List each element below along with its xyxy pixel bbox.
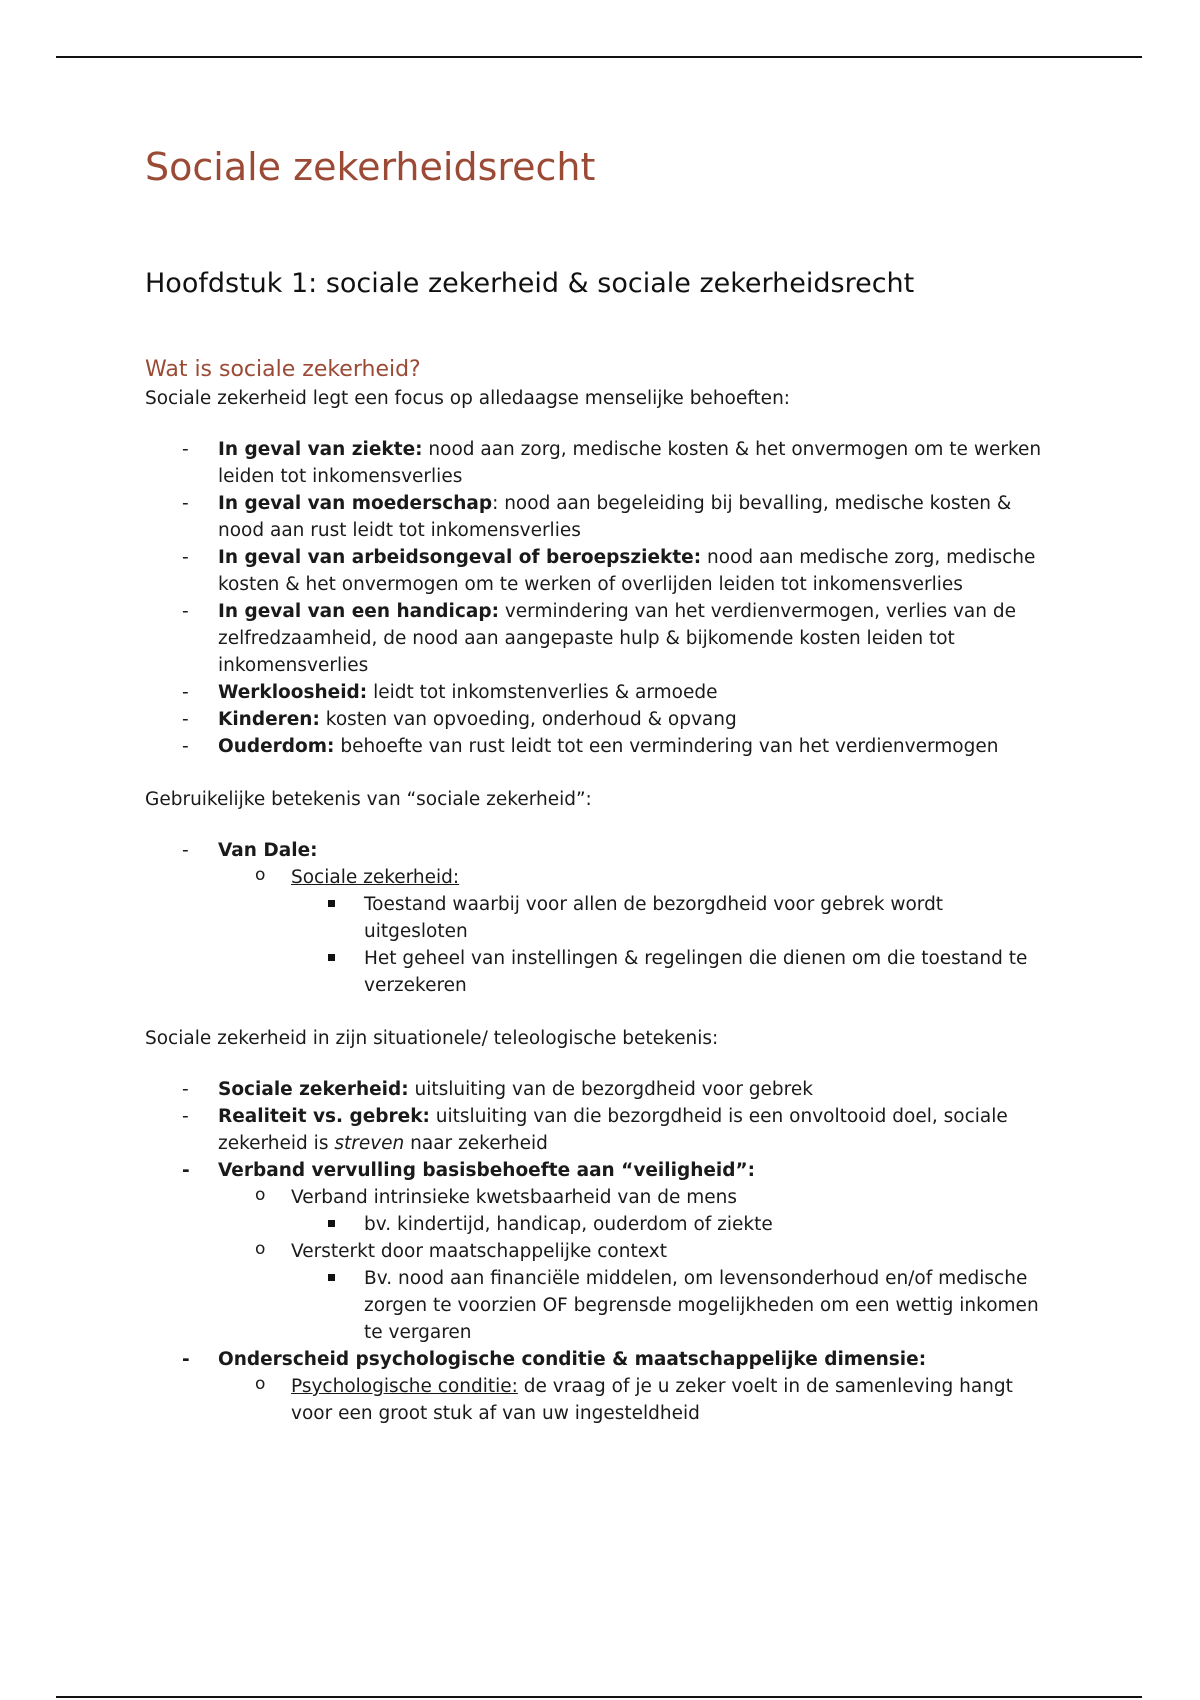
item-label: Werkloosheid: bbox=[218, 682, 368, 703]
item-text: nood aan zorg, medische kosten & het onvermogen om te werken leiden tot inkomensverlies bbox=[218, 439, 1042, 487]
circle-bullet: o bbox=[255, 1374, 266, 1394]
dash-bullet: - bbox=[182, 1160, 190, 1181]
dash-bullet: - bbox=[182, 601, 189, 622]
definition-list bbox=[291, 891, 1045, 999]
item-text: kosten van opvoeding, onderhoud & opvang bbox=[319, 709, 737, 730]
item-emphasis: streven bbox=[334, 1133, 405, 1154]
document-page bbox=[145, 130, 1045, 1427]
item-label: In geval van ziekte: bbox=[218, 439, 423, 460]
sublist bbox=[218, 864, 1045, 999]
footer-rule bbox=[56, 1696, 1142, 1698]
example-text: Bv. nood aan financiële middelen, om levensonderhoud en/of medische zorgen te voorzien OF begrensde mogelijkheden om een wettig inkomen te vergaren bbox=[364, 1268, 1039, 1343]
dash-bullet: - bbox=[182, 439, 189, 460]
item-text: uitsluiting van die bezorgdheid is een onvoltooid doel, sociale zekerheid is bbox=[218, 1106, 1008, 1154]
item-text: naar zekerheid bbox=[404, 1133, 548, 1154]
chapter-heading: Hoofdstuk 1: sociale zekerheid & sociale zekerheidsrecht bbox=[145, 268, 915, 299]
item-label: Van Dale: bbox=[218, 840, 318, 861]
circle-bullet: o bbox=[255, 1239, 266, 1259]
square-bullet bbox=[328, 945, 335, 972]
dash-bullet: - bbox=[182, 682, 189, 703]
needs-list bbox=[145, 436, 1045, 760]
item-text: : nood aan begeleiding bij bevalling, medische kosten & nood aan rust leidt tot inkomensverlies bbox=[218, 493, 1012, 541]
list-item bbox=[145, 598, 1045, 679]
item-text: vermindering van het verdienvermogen, verlies van de zelfredzaamheid, de nood aan aangepaste hulp & bijkomende kosten leiden tot inkomensverlies bbox=[218, 601, 1016, 676]
sublist-text: de vraag of je u zeker voelt in de samenleving hangt voor een groot stuk af van uw ingesteldheid bbox=[291, 1376, 1013, 1424]
list-item bbox=[145, 679, 1045, 706]
definition-text: Toestand waarbij voor allen de bezorgdheid voor gebrek wordt uitgesloten bbox=[364, 894, 944, 942]
item-label: In geval van moederschap bbox=[218, 493, 493, 514]
sublist-item bbox=[218, 1373, 1045, 1427]
list-item bbox=[145, 1103, 1045, 1157]
example-list bbox=[291, 1211, 1045, 1238]
dash-bullet: - bbox=[182, 1349, 190, 1370]
item-label: Ouderdom: bbox=[218, 736, 335, 757]
list-item bbox=[145, 1346, 1045, 1427]
item-text: uitsluiting van de bezorgdheid voor gebrek bbox=[408, 1079, 813, 1100]
list-item bbox=[145, 1157, 1045, 1346]
list-item bbox=[145, 490, 1045, 544]
sublist-item bbox=[218, 864, 1045, 999]
meaning-intro: Gebruikelijke betekenis van “sociale zekerheid”: bbox=[145, 789, 592, 810]
item-label: In geval van een handicap: bbox=[218, 601, 499, 622]
item-label: Onderscheid psychologische conditie & maatschappelijke dimensie: bbox=[218, 1349, 927, 1370]
list-item bbox=[145, 706, 1045, 733]
vandale-list bbox=[145, 837, 1045, 999]
item-text: nood aan medische zorg, medische kosten & het onvermogen om te werken of overlijden leiden tot inkomensverlies bbox=[218, 547, 1036, 595]
dash-bullet: - bbox=[182, 736, 189, 757]
example-item bbox=[291, 1265, 1045, 1346]
circle-bullet: o bbox=[255, 1185, 266, 1205]
square-bullet bbox=[328, 1211, 335, 1238]
header-rule bbox=[56, 56, 1142, 58]
sublist bbox=[218, 1373, 1045, 1427]
item-label: Sociale zekerheid: bbox=[218, 1079, 409, 1100]
list-item bbox=[145, 544, 1045, 598]
sublist-item bbox=[218, 1238, 1045, 1346]
item-text: leidt tot inkomstenverlies & armoede bbox=[367, 682, 718, 703]
sublist-term: Psychologische conditie: bbox=[291, 1376, 518, 1397]
definition-term: Sociale zekerheid: bbox=[291, 867, 460, 888]
definition-item bbox=[291, 891, 1045, 945]
section-heading: Wat is sociale zekerheid? bbox=[145, 357, 421, 382]
example-list bbox=[291, 1265, 1045, 1346]
dash-bullet: - bbox=[182, 547, 189, 568]
list-item bbox=[145, 733, 1045, 760]
intro-paragraph: Sociale zekerheid legt een focus op alledaagse menselijke behoeften: bbox=[145, 388, 791, 409]
item-text: behoefte van rust leidt tot een vermindering van het verdienvermogen bbox=[334, 736, 999, 757]
sublist bbox=[218, 1184, 1045, 1346]
situational-list bbox=[145, 1076, 1045, 1427]
circle-bullet: o bbox=[255, 865, 266, 885]
list-item bbox=[145, 1076, 1045, 1103]
example-item bbox=[291, 1211, 1045, 1238]
item-label: Verband vervulling basisbehoefte aan “veiligheid”: bbox=[218, 1160, 756, 1181]
list-item bbox=[145, 837, 1045, 999]
sublist-text: Versterkt door maatschappelijke context bbox=[291, 1241, 667, 1262]
sublist-text: Verband intrinsieke kwetsbaarheid van de mens bbox=[291, 1187, 738, 1208]
situational-intro: Sociale zekerheid in zijn situationele/ teleologische betekenis: bbox=[145, 1028, 719, 1049]
sublist-item bbox=[218, 1184, 1045, 1238]
dash-bullet: - bbox=[182, 1106, 189, 1127]
definition-item bbox=[291, 945, 1045, 999]
dash-bullet: - bbox=[182, 1079, 189, 1100]
item-label: Realiteit vs. gebrek: bbox=[218, 1106, 430, 1127]
item-label: In geval van arbeidsongeval of beroepsziekte: bbox=[218, 547, 702, 568]
square-bullet bbox=[328, 1265, 335, 1292]
example-text: bv. kindertijd, handicap, ouderdom of ziekte bbox=[364, 1214, 773, 1235]
square-bullet bbox=[328, 891, 335, 918]
definition-text: Het geheel van instellingen & regelingen die dienen om die toestand te verzekeren bbox=[364, 948, 1028, 996]
dash-bullet: - bbox=[182, 493, 189, 514]
document-title: Sociale zekerheidsrecht bbox=[145, 145, 596, 189]
list-item bbox=[145, 436, 1045, 490]
dash-bullet: - bbox=[182, 709, 189, 730]
item-label: Kinderen: bbox=[218, 709, 320, 730]
dash-bullet: - bbox=[182, 840, 189, 861]
